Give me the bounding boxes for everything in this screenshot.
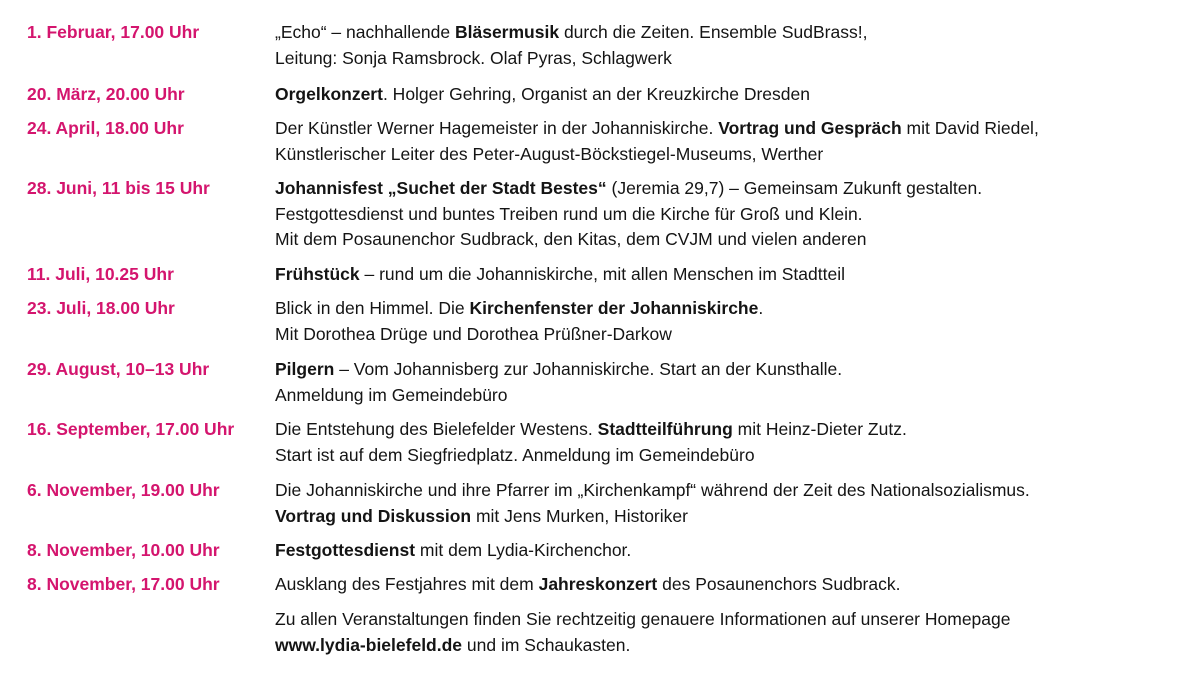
description-line (275, 116, 1180, 142)
text-segment: mit Jens Murken, Historiker (471, 505, 688, 526)
description-line (275, 572, 1180, 598)
event-description (275, 176, 1180, 253)
text-segment: Der Künstler Werner Hagemeister in der Johanniskirche. (275, 118, 719, 138)
event-date: 1. Februar, 17.00 Uhr (27, 22, 200, 42)
text-segment: . (758, 298, 764, 318)
description-line (275, 262, 1180, 288)
event-date: 29. August, 10–13 Uhr (27, 359, 210, 379)
highlight-text: Jahreskonzert (538, 574, 658, 594)
text-segment: Künstlerischer Leiter des Peter-August-Böckstiegel-Museums, Werther (275, 143, 824, 164)
description-line (275, 176, 1180, 202)
text-segment: Zu allen Veranstaltungen finden Sie rechtzeitig genauere Informationen auf unserer Homepage (275, 609, 1011, 629)
event-date: 24. April, 18.00 Uhr (27, 118, 184, 138)
event-description (275, 478, 1180, 529)
highlight-text: Kirchenfenster der Johanniskirche (469, 298, 759, 318)
description-line (275, 46, 1180, 72)
description-line (275, 227, 1180, 253)
description-line (275, 82, 1180, 108)
event-description (275, 538, 1180, 564)
event-description (275, 262, 1180, 288)
event-description (275, 82, 1180, 108)
description-line (275, 478, 1180, 504)
text-segment: (Jeremia 29,7) – Gemeinsam Zukunft gestalten. (606, 178, 983, 198)
description-line (275, 443, 1180, 469)
text-segment: und im Schaukasten. (462, 634, 631, 655)
description-line (275, 296, 1180, 322)
text-segment: – rund um die Johanniskirche, mit allen Menschen im Stadtteil (359, 264, 845, 284)
event-date: 16. September, 17.00 Uhr (27, 419, 235, 439)
text-segment: Die Johanniskirche und ihre Pfarrer im „Kirchenkampf“ während der Zeit des Nationalsozialismus. (275, 480, 1030, 500)
text-segment: Anmeldung im Gemeindebüro (275, 384, 508, 405)
text-segment: . Holger Gehring, Organist an der Kreuzkirche Dresden (382, 84, 810, 104)
event-description (275, 417, 1180, 468)
highlight-text: Bläsermusik (454, 22, 560, 42)
event-description (275, 607, 1180, 658)
highlight-text: Johannisfest „Suchet der Stadt Bestes“ (275, 178, 607, 198)
description-line (275, 357, 1180, 383)
text-segment: Die Entstehung des Bielefelder Westens. (275, 419, 598, 439)
event-description (275, 357, 1180, 408)
event-date: 23. Juli, 18.00 Uhr (27, 298, 175, 318)
text-segment: Festgottesdienst und buntes Treiben rund um die Kirche für Groß und Klein. (275, 203, 863, 224)
text-segment: Ausklang des Festjahres mit dem (275, 574, 539, 594)
highlight-text: Pilgern (275, 359, 335, 379)
description-line (275, 142, 1180, 168)
highlight-text: Orgelkonzert (275, 84, 383, 104)
event-date: 8. November, 10.00 Uhr (27, 540, 220, 560)
description-line (275, 538, 1180, 564)
event-description (275, 20, 1180, 71)
text-segment: Mit Dorothea Drüge und Dorothea Prüßner-Darkow (275, 323, 672, 344)
event-description (275, 116, 1180, 167)
highlight-text: Stadtteilführung (597, 419, 733, 439)
text-segment: Start ist auf dem Siegfriedplatz. Anmeldung im Gemeindebüro (275, 444, 755, 465)
highlight-text: Festgottesdienst (275, 540, 416, 560)
event-date: 11. Juli, 10.25 Uhr (27, 264, 174, 284)
description-line (275, 383, 1180, 409)
event-date: 28. Juni, 11 bis 15 Uhr (27, 178, 210, 198)
description-line (275, 202, 1180, 228)
description-line (275, 607, 1180, 633)
text-segment: Blick in den Himmel. Die (275, 298, 470, 318)
highlight-text: Vortrag und Gespräch (718, 118, 902, 138)
text-segment: mit Heinz-Dieter Zutz. (732, 419, 907, 439)
text-segment: – Vom Johannisberg zur Johanniskirche. Start an der Kunsthalle. (334, 359, 843, 379)
highlight-text: Vortrag und Diskussion (275, 505, 472, 526)
highlight-text: Frühstück (275, 264, 360, 284)
text-segment: durch die Zeiten. Ensemble SudBrass!, (559, 22, 868, 42)
event-date: 8. November, 17.00 Uhr (27, 574, 220, 594)
text-segment: Leitung: Sonja Ramsbrock. Olaf Pyras, Schlagwerk (275, 47, 672, 68)
event-description (275, 572, 1180, 598)
description-line (275, 322, 1180, 348)
text-segment: Mit dem Posaunenchor Sudbrack, den Kitas, dem CVJM und vielen anderen (275, 229, 867, 249)
description-line (275, 633, 1180, 659)
text-segment: „Echo“ – nachhallende (275, 22, 455, 42)
event-date: 6. November, 19.00 Uhr (27, 480, 220, 500)
event-description (275, 296, 1180, 347)
description-line (275, 20, 1180, 46)
text-segment: des Posaunenchors Sudbrack. (657, 574, 901, 594)
event-date: 20. März, 20.00 Uhr (27, 84, 185, 104)
description-line (275, 417, 1180, 443)
description-line (275, 504, 1180, 530)
text-segment: mit David Riedel, (901, 118, 1039, 138)
text-segment: mit dem Lydia-Kirchenchor. (415, 540, 632, 560)
homepage-link[interactable]: www.lydia-bielefeld.de (275, 634, 463, 655)
